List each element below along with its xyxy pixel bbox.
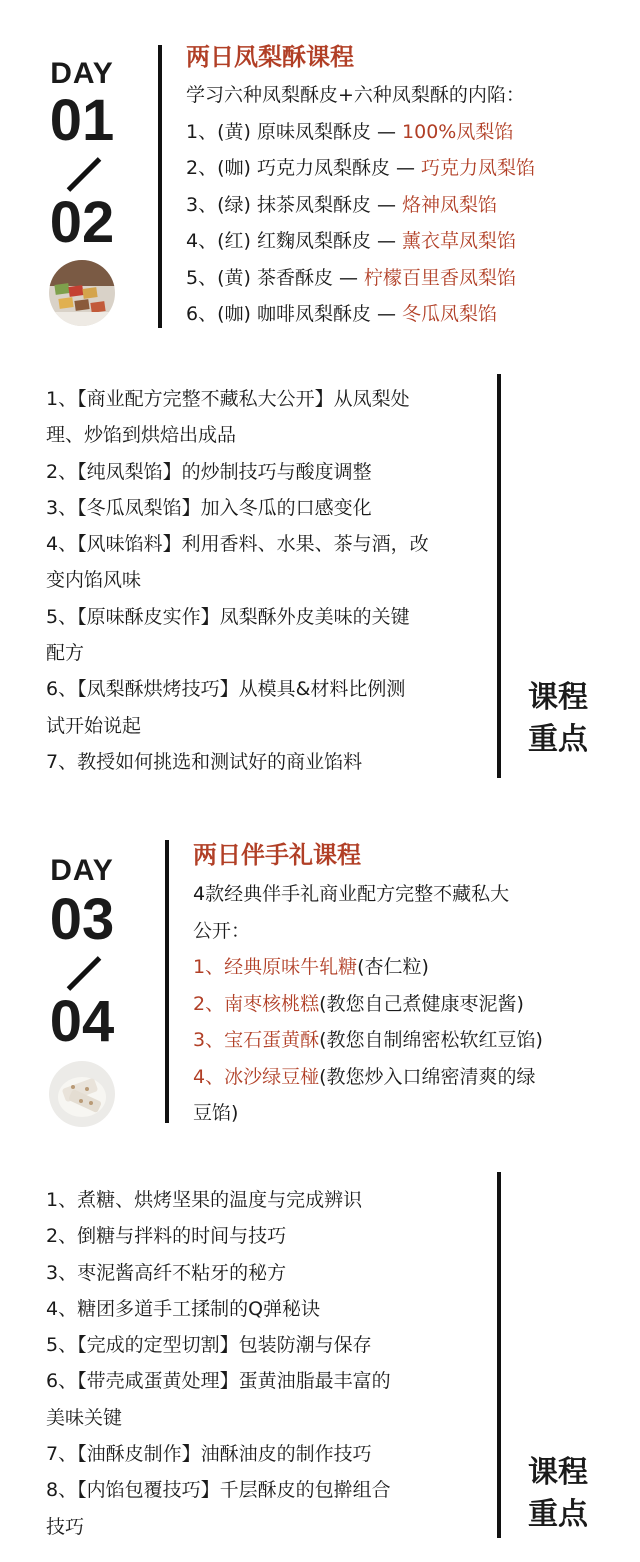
- list-item: 7、教授如何挑选和测试好的商业馅料: [46, 750, 363, 773]
- course-points-label: 课程 重点: [528, 680, 588, 757]
- course-intro: 学习六种凤梨酥皮+六种凤梨酥的内陷：: [186, 84, 525, 106]
- nougat-photo-icon: [49, 1061, 115, 1127]
- vertical-divider: [165, 840, 169, 1123]
- list-item: 6、(咖) 咖啡凤梨酥皮 — 冬瓜凤梨馅: [186, 303, 498, 325]
- course-points-list: [46, 1182, 391, 1545]
- list-item: 3、宝石蛋黄酥(教您自制绵密松软红豆馅): [193, 1029, 543, 1051]
- list-item: 2、南枣核桃糕(教您自己煮健康枣泥酱): [193, 992, 524, 1015]
- list-item: 美味关键: [46, 1406, 123, 1429]
- vertical-divider: [497, 374, 501, 778]
- list-item: 5、(黄) 茶香酥皮 — 柠檬百里香凤梨馅: [186, 266, 517, 289]
- list-item: 6、【带壳咸蛋黄处理】蛋黄油脂最丰富的: [46, 1370, 391, 1393]
- day1-course-content: [186, 40, 535, 333]
- list-item: 5、【原味酥皮实作】凤梨酥外皮美味的关键: [46, 605, 410, 628]
- vertical-divider: [497, 1172, 501, 1538]
- list-item: 5、【完成的定型切割】包装防潮与保存: [46, 1334, 372, 1357]
- day3-course-content: [193, 838, 543, 1132]
- course-title: 两日伴手礼课程: [193, 841, 361, 869]
- list-item: 3、枣泥酱高纤不粘牙的秘方: [46, 1261, 287, 1284]
- slash-divider: [22, 949, 142, 993]
- list-item: 配方: [46, 642, 85, 665]
- list-item: 豆馅): [193, 1102, 239, 1124]
- list-item: 变内馅风味: [46, 569, 142, 592]
- vertical-divider: [158, 45, 162, 328]
- list-item: 2、(咖) 巧克力凤梨酥皮 — 巧克力凤梨馅: [186, 157, 536, 179]
- list-item: 4、冰沙绿豆椪(教您炒入口绵密清爽的绿: [193, 1065, 536, 1088]
- day-label: DAY: [50, 57, 114, 90]
- list-item: 4、糖团多道手工揉制的Q弹秘诀: [46, 1297, 321, 1320]
- list-item: 试开始说起: [46, 714, 142, 737]
- list-item: 4、【风味馅料】利用香料、水果、茶与酒，改: [46, 533, 429, 556]
- day-number-end: 02: [49, 190, 115, 255]
- list-item: 1、【商业配方完整不藏私大公开】从凤梨处: [46, 388, 410, 410]
- list-item: 3、(绿) 抹茶凤梨酥皮 — 烙神凤梨馅: [186, 193, 498, 216]
- course-points-list: [46, 381, 429, 780]
- course-intro: 公开：: [193, 919, 251, 942]
- list-item: 8、【内馅包覆技巧】千层酥皮的包擀组合: [46, 1479, 391, 1502]
- course-points-label: 课程 重点: [528, 1455, 588, 1532]
- list-item: 理、炒馅到烘焙出成品: [46, 424, 237, 447]
- list-item: 3、【冬瓜凤梨馅】加入冬瓜的口感变化: [46, 496, 372, 519]
- pastry-photo-icon: [49, 260, 115, 326]
- list-item: 2、倒糖与拌料的时间与技巧: [46, 1225, 287, 1248]
- day-label: DAY: [50, 854, 114, 887]
- slash-divider: [22, 150, 142, 194]
- list-item: 2、【纯凤梨馅】的炒制技巧与酸度调整: [46, 460, 372, 483]
- day-badge-03-04: [22, 855, 142, 1127]
- list-item: 4、(红) 红麴凤梨酥皮 — 薰衣草凤梨馅: [186, 230, 517, 252]
- course-title: 两日凤梨酥课程: [186, 43, 354, 71]
- list-item: 1、煮糖、烘烤坚果的温度与完成辨识: [46, 1189, 363, 1211]
- list-item: 6、【凤梨酥烘烤技巧】从模具&材料比例测: [46, 678, 406, 701]
- list-item: 1、(黄) 原味凤梨酥皮 — 100%凤梨馅: [186, 120, 514, 143]
- course-intro: 4款经典伴手礼商业配方完整不藏私大: [193, 883, 510, 905]
- day-badge-01-02: [22, 58, 142, 326]
- list-item: 7、【油酥皮制作】油酥油皮的制作技巧: [46, 1443, 372, 1466]
- list-item: 技巧: [46, 1515, 85, 1538]
- day-number-start: 01: [49, 88, 115, 153]
- day-number-end: 04: [49, 989, 115, 1054]
- day-number-start: 03: [49, 887, 115, 952]
- list-item: 1、经典原味牛轧糖(杏仁粒): [193, 956, 429, 978]
